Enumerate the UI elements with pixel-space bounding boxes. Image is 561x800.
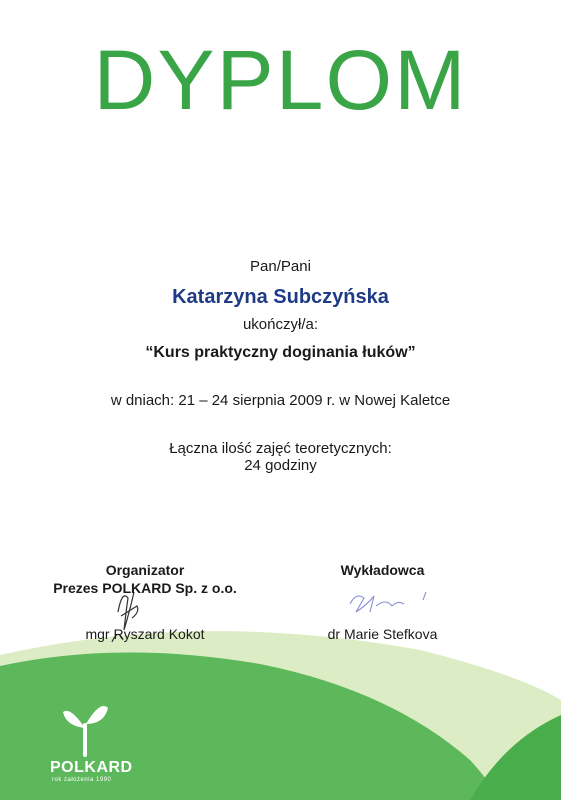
organizer-title: Prezes POLKARD Sp. z o.o.: [53, 580, 237, 596]
recipient-name: Katarzyna Subczyńska: [172, 286, 389, 308]
course-name: “Kurs praktyczny doginania łuków”: [145, 344, 416, 361]
organizer-role: Organizator: [105, 562, 185, 578]
lecturer-role: Wykładowca: [340, 562, 425, 578]
completed-label: ukończył/a:: [242, 316, 319, 333]
polkard-logo-text: POLKARD: [50, 759, 133, 776]
lecturer-name: dr Marie Stefkova: [327, 626, 438, 642]
course-dates: w dniach: 21 – 24 sierpnia 2009 r. w Nowej Kaletce: [110, 392, 451, 409]
organizer-name: mgr Ryszard Kokot: [85, 626, 205, 642]
lecturer-signature: [350, 592, 426, 612]
polkard-logo-tagline: rok założenia 1990: [52, 777, 112, 783]
greeting: Pan/Pani: [250, 258, 311, 275]
hours-value: 24 godziny: [244, 457, 317, 474]
hours-label: Łączna ilość zajęć teoretycznych:: [169, 440, 392, 457]
page-title: DYPLOM: [93, 33, 468, 127]
